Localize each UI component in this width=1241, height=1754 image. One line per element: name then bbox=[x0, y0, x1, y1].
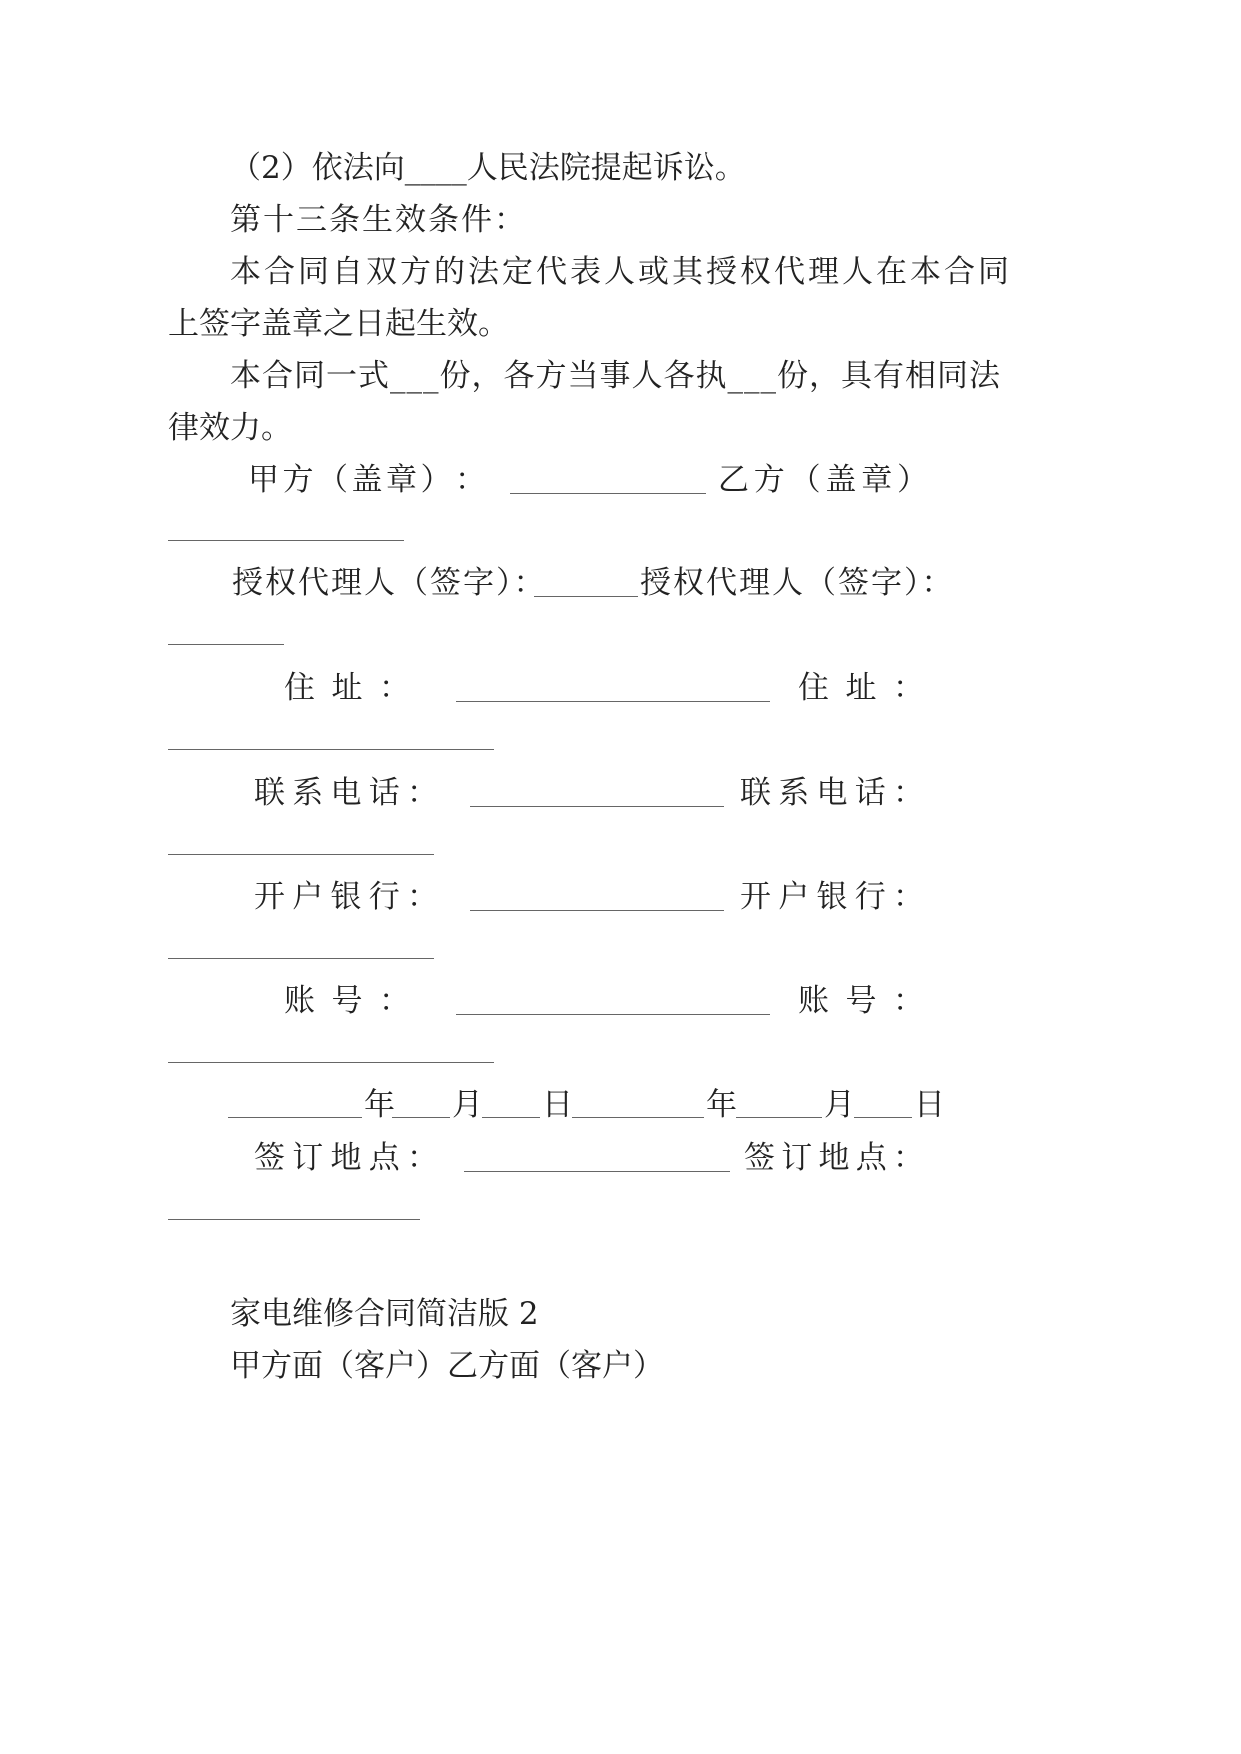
place-a-blank[interactable] bbox=[464, 1138, 730, 1178]
date-b-day-label: 日 bbox=[914, 1087, 945, 1123]
date-a-day-label: 日 bbox=[542, 1087, 573, 1123]
phone-b-blank[interactable] bbox=[168, 854, 434, 855]
phone-b-label: 联 系 电 话 ： bbox=[740, 775, 924, 811]
date-b-year-label: 年 bbox=[706, 1087, 737, 1123]
place-b-blank[interactable] bbox=[168, 1219, 420, 1220]
place-row bbox=[254, 1138, 924, 1178]
date-b-month-blank[interactable] bbox=[736, 1117, 822, 1118]
bank-a-blank[interactable] bbox=[470, 877, 724, 917]
party-a-seal-label: 甲 方 （ 盖 章 ） ： bbox=[248, 462, 486, 498]
article-13-heading: 第十三条生效条件： bbox=[230, 202, 527, 238]
account-a-label: 账 号 ： bbox=[284, 983, 410, 1019]
agent-b-blank[interactable] bbox=[168, 644, 284, 645]
next-doc-parties: 甲方面（客户）乙方面（客户） bbox=[230, 1348, 664, 1384]
article-13-para2-line2: 律效力。 bbox=[168, 410, 292, 446]
phone-row bbox=[254, 773, 924, 813]
account-b-label: 账 号 ： bbox=[798, 983, 924, 1019]
party-b-seal-blank[interactable] bbox=[168, 540, 404, 541]
address-b-label: 住 址 ： bbox=[798, 670, 924, 706]
date-b-month-label: 月 bbox=[824, 1087, 855, 1123]
address-b-blank[interactable] bbox=[168, 749, 494, 750]
address-a-label: 住 址 ： bbox=[284, 670, 410, 706]
bank-row bbox=[254, 877, 924, 917]
address-a-blank[interactable] bbox=[456, 668, 770, 708]
article-13-para2-line1: 本合同一式___份，各方当事人各执___份，具有相同法 bbox=[230, 358, 1001, 394]
account-a-blank[interactable] bbox=[456, 981, 770, 1021]
agent-b-label: 授权代理人（签字）： bbox=[640, 565, 955, 601]
bank-b-blank[interactable] bbox=[168, 958, 434, 959]
account-row bbox=[284, 981, 924, 1021]
party-b-seal-label: 乙 方 （ 盖 章 ） bbox=[718, 462, 928, 498]
phone-a-label: 联 系 电 话 ： bbox=[254, 775, 438, 811]
agent-a-blank[interactable] bbox=[534, 596, 638, 597]
seal-row bbox=[248, 460, 928, 500]
date-a-month-label: 月 bbox=[452, 1087, 483, 1123]
bank-a-label: 开 户 银 行 ： bbox=[254, 879, 438, 915]
date-b-year-blank[interactable] bbox=[572, 1117, 704, 1118]
date-a-day-blank[interactable] bbox=[482, 1117, 540, 1118]
article-13-para1-line2: 上签字盖章之日起生效。 bbox=[168, 306, 509, 342]
bank-b-label: 开 户 银 行 ： bbox=[740, 879, 924, 915]
date-a-year-blank[interactable] bbox=[228, 1117, 362, 1118]
address-row bbox=[284, 668, 924, 708]
date-b-day-blank[interactable] bbox=[854, 1117, 912, 1118]
phone-a-blank[interactable] bbox=[470, 773, 724, 813]
clause-2-litigation: （2）依法向____人民法院提起诉讼。 bbox=[230, 150, 746, 186]
date-a-year-label: 年 bbox=[364, 1087, 395, 1123]
date-a-month-blank[interactable] bbox=[392, 1117, 450, 1118]
party-a-seal-blank[interactable] bbox=[510, 460, 706, 500]
next-doc-title: 家电维修合同简洁版 2 bbox=[230, 1296, 539, 1332]
place-b-label: 签 订 地 点 ： bbox=[744, 1140, 924, 1176]
place-a-label: 签 订 地 点 ： bbox=[254, 1140, 438, 1176]
account-b-blank[interactable] bbox=[168, 1062, 494, 1063]
article-13-para1-line1: 本合同自双方的法定代表人或其授权代理人在本合同 bbox=[230, 254, 1012, 290]
agent-a-label: 授权代理人（签字）： bbox=[232, 565, 547, 601]
